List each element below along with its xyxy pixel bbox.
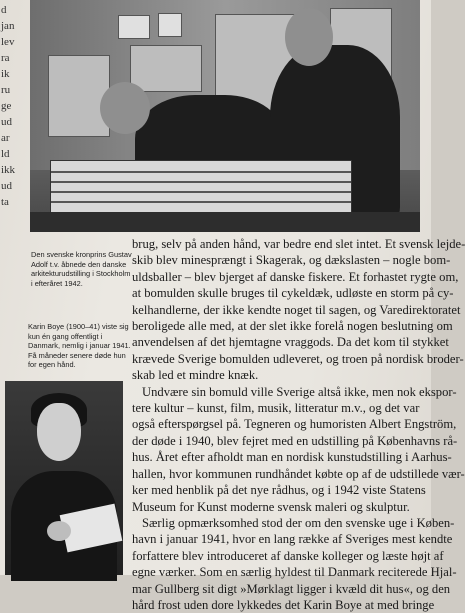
caption-line: arkitekturudstilling i Stockholm bbox=[31, 269, 131, 279]
body-line: anvendelsen af det hjemtagne vraggods. Da det kom til stykket bbox=[132, 335, 449, 350]
body-line: hus. Året efter afholdt man en nordisk kunstudstilling i Aarhus- bbox=[132, 450, 452, 465]
caption-exhibition bbox=[31, 250, 132, 288]
fragment-line: lev bbox=[1, 36, 15, 48]
wall-drawing bbox=[158, 13, 182, 37]
caption-line: Karin Boye (1900–41) viste sig bbox=[28, 322, 129, 331]
caption-line: Danmark, nemlig i januar 1941. bbox=[28, 341, 131, 351]
fragment-line: ld bbox=[1, 148, 10, 160]
caption-line: kun én gang offentligt i bbox=[28, 331, 103, 341]
body-line: skab led et mindre knæk. bbox=[132, 368, 259, 383]
fragment-line: ge bbox=[1, 100, 12, 112]
caption-line: Få måneder senere døde hun bbox=[28, 350, 126, 360]
fragment-line: d bbox=[1, 4, 7, 16]
fragment-line: ta bbox=[1, 196, 9, 208]
body-line: ker med henblik på det nye rådhus, og i 1942 viste Statens bbox=[132, 483, 426, 498]
wall-drawing bbox=[48, 55, 110, 137]
prince-head bbox=[100, 82, 150, 134]
fragment-line: ar bbox=[1, 132, 10, 144]
caption-line: Adolf t.v. åbnede den danske bbox=[31, 259, 127, 269]
man-head bbox=[285, 8, 333, 66]
fragment-line: ru bbox=[1, 84, 11, 96]
wall-drawing bbox=[118, 15, 150, 39]
body-line: mar Gullberg sit digt »Mørklagt ligger i kvæld dit hus«, og den bbox=[132, 581, 451, 596]
body-line: Særlig opmærksomhed stod der om den svenske uge i Køben- bbox=[142, 515, 455, 530]
photo-hand bbox=[47, 521, 71, 541]
fragment-line: ud bbox=[1, 180, 12, 192]
body-line: skib blev minesprængt i Skagerak, og dækslasten – nogle bom- bbox=[132, 253, 451, 268]
body-line: at bomulden skulle bruges til cykeldæk, udløste en storm på cy- bbox=[132, 286, 454, 301]
body-line: forfattere blev introduceret af danske kolleger og læste højt af bbox=[132, 548, 444, 563]
body-line: kelhandlerne, der ikke kendte noget til sagen, og Varedirektoratet bbox=[132, 302, 461, 317]
wall-drawing bbox=[130, 45, 202, 92]
body-line: brug, selv på anden hånd, var bedre end slet intet. Et svensk lejde- bbox=[132, 237, 465, 251]
model-table bbox=[30, 212, 420, 232]
exhibition-photo bbox=[30, 0, 420, 232]
caption-karin-boye bbox=[28, 322, 131, 370]
fragment-line: ra bbox=[1, 52, 10, 64]
body-line: der døde i 1940, blev fejret med en udstilling på Københavns rå- bbox=[132, 433, 458, 448]
body-line: havn i januar 1941, hvor en lang række af Sveriges mest kendte bbox=[132, 532, 453, 547]
previous-column-fragment bbox=[0, 0, 22, 232]
body-line: egne værker. Som en særlig hyldest til Danmark reciterede Hjal- bbox=[132, 565, 457, 580]
fragment-line: ik bbox=[1, 68, 10, 80]
body-line: hallen, hvor kommunen rundhåndet købte op af de udstillede vær- bbox=[132, 466, 465, 481]
fragment-line: ud bbox=[1, 116, 12, 128]
body-line: hård frost uden dore lykkedes det Karin Boye at med bringe bbox=[132, 597, 435, 612]
fragment-line: ikk bbox=[1, 164, 16, 176]
caption-line: Den svenske kronprins Gustav bbox=[31, 250, 132, 259]
caption-line: i efteråret 1942. bbox=[31, 278, 83, 288]
caption-line: for egen hånd. bbox=[28, 360, 76, 370]
body-line: krævede Sverige bomulden udleveret, og troen på nordisk broder- bbox=[132, 351, 464, 366]
karin-boye-photo bbox=[5, 381, 123, 575]
body-line: uldsballer – blev bjerget af danske fiskere. Et forhastet rygte om, bbox=[132, 269, 459, 284]
architectural-model bbox=[50, 160, 352, 214]
body-line: beroligede alle med, at der slet ikke forelå nogen beslutning om bbox=[132, 319, 453, 334]
body-line: Undvære sin bomuld ville Sverige altså ikke, men nok ekspor- bbox=[142, 384, 457, 399]
photo-face bbox=[37, 403, 81, 461]
body-column bbox=[132, 236, 465, 613]
fragment-line: jan bbox=[1, 20, 15, 32]
body-line: også efterspørgsel på. Tegneren og humoristen Albert Engström, bbox=[132, 417, 457, 432]
body-line: Museum for Kunst moderne svensk maleri og skulptur. bbox=[132, 499, 410, 514]
body-line: tere kultur – kunst, film, musik, litteratur m.v., og det var bbox=[132, 401, 420, 416]
